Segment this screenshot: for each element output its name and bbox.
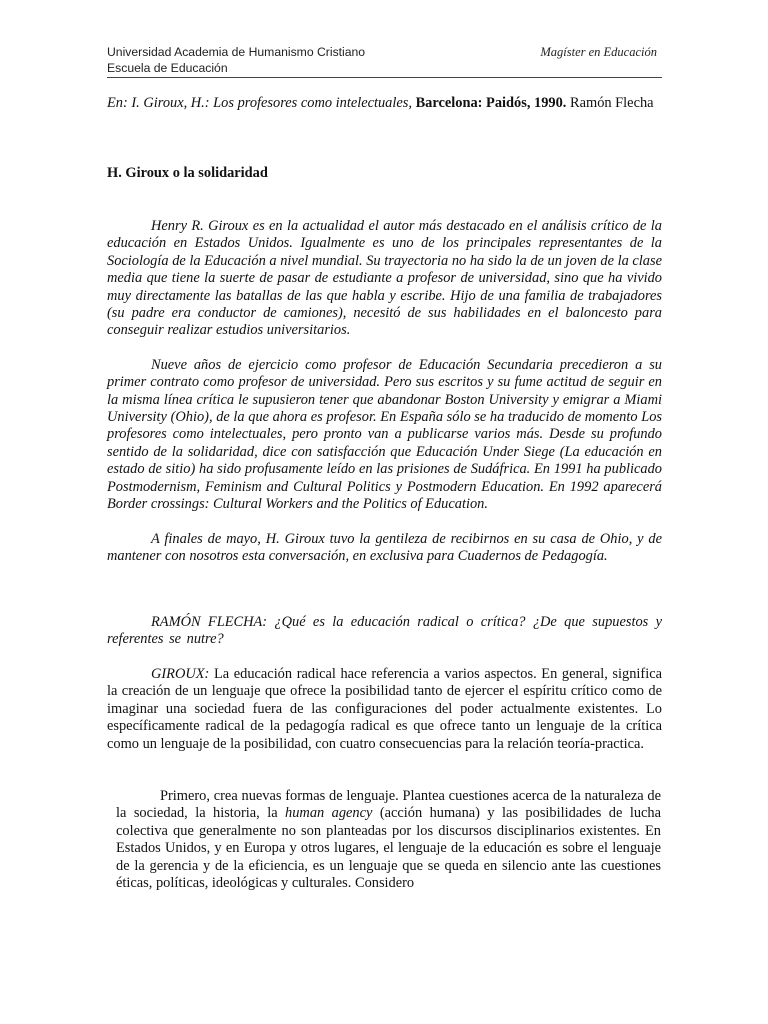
institution-name: Universidad Academia de Humanismo Cristiano — [107, 45, 366, 59]
intro-paragraph: A finales de mayo, H. Giroux tuvo la gentileza de recibirnos en su casa de Ohio, y de mantener con nosotros esta conversación, en exclusiva para Cuadernos de Pedagogía. — [107, 530, 662, 564]
intro-section — [107, 218, 662, 565]
citation-source: En: I. Giroux, H.: Los profesores como intelectuales, — [107, 95, 412, 111]
page-header — [107, 44, 663, 76]
intro-paragraph: Henry R. Giroux es en la actualidad el autor más destacado en el análisis crítico de la educación en Estados Unidos. Igualmente es uno de los principales representantes de la Sociología de la Educación a nivel mundial. Su trayectoria no ha sido la de un joven de la clase media que tiene la suerte de pasar de estudiante a profesor de universidad, sino que ha vivido muy directamente las batallas de las que habla y escribe. Hijo de una familia de trabajadores (su padre era conductor de camiones), necesitó de sus habilidades en el baloncesto para conseguir realizar estudios universitarios. — [107, 218, 662, 339]
intro-paragraph: Nueve años de ejercicio como profesor de Educación Secundaria precedieron a su primer contrato como profesor de universidad. Pero sus escritos y su fume actitud de seguir en la misma línea crítica le supusieron tener que abandonar Boston University y emigrar a Miami University (Ohio), de la que ahora es profesor. En España sólo se ha traducido de momento Los profesores como intelectuales, pero pronto van a publicarse varios más. Desde su profundo sentido de la solidaridad, dice con satisfacción que Educación Under Siege (La educación en estado de sitio) ha sido profusamente leído en las prisiones de Sudáfrica. En 1991 ha publicado Postmodernism, Feminism and Cultural Politics y Postmodern Education. En 1992 aparecerá Border crossings: Cultural Workers and the Politics of Education. — [107, 356, 662, 513]
answer-paragraph — [107, 666, 662, 753]
continuation-text-1: Primero, crea nuevas formas de lenguaje. Plantea cuestiones acerca de la naturaleza de la sociedad, la historia, la — [116, 788, 661, 822]
header-divider — [107, 77, 662, 78]
section-heading: H. Giroux o la solidaridad — [107, 165, 268, 181]
continuation-paragraph — [116, 788, 661, 892]
continuation-italic: human agency — [285, 805, 373, 822]
interview-question — [107, 614, 662, 649]
citation-publisher: Barcelona: Paidós, 1990. — [415, 95, 567, 111]
program-name: Magíster en Educación — [540, 45, 657, 59]
answer-continuation — [116, 788, 661, 892]
school-name: Escuela de Educación — [107, 61, 228, 75]
answer-text: La educación radical hace referencia a varios aspectos. En general, significa la creación de un lenguaje que ofrece la posibilidad tanto de ejercer el espíritu crítico como de imaginar una sociedad fuera de las configuraciones del poder actualmente existentes. Lo específicamente radical de la pedagogía radical es que ofrece tanto un lenguaje de la crítica como un lenguaje de la posibilidad, con cuatro consecuencias para la relación teoría-practica. — [107, 666, 662, 752]
answer-speaker: GIROUX: — [151, 666, 210, 682]
interview-answer — [107, 666, 662, 753]
continuation-text-2: (acción humana) y las posibilidades de lucha colectiva que generalmente no son planteadas por los discursos disciplinarios existentes. En Estados Unidos, y en Europa y otros lugares, el lenguaje de la educación es sobre el lenguaje de la gerencia y de la eficiencia, es un lenguaje que se queda en silencio ante las cuestiones éticas, políticas, ideológicas y culturales. Considero — [116, 805, 661, 892]
citation-author: Ramón Flecha — [570, 95, 654, 111]
citation — [107, 95, 662, 112]
question-text: RAMÓN FLECHA: ¿Qué es la educación radical o crítica? ¿De que supuestos y referentes se nutre? — [107, 614, 662, 648]
